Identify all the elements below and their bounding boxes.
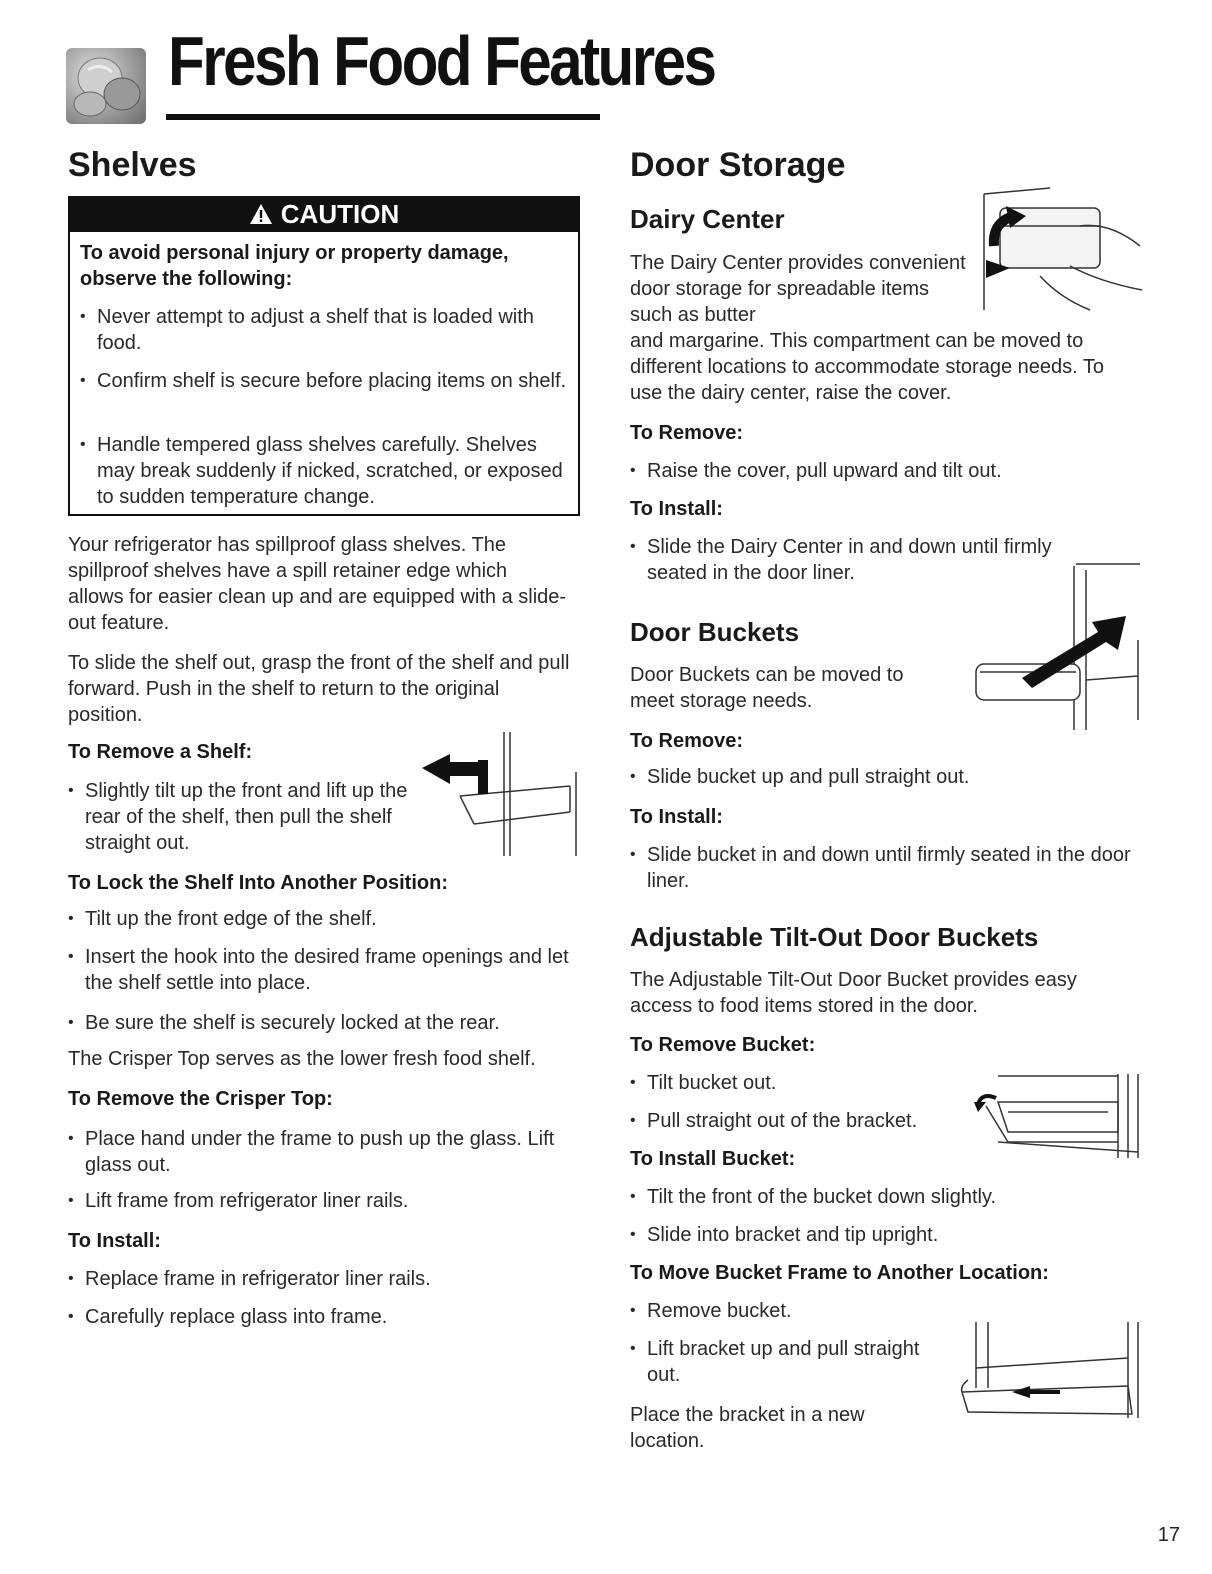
caution-intro: To avoid personal injury or property damage, observe the following: (80, 242, 509, 290)
lock-shelf-item: • Be sure the shelf is securely locked at the rear. (68, 1010, 595, 1036)
lock-shelf-heading: To Lock the Shelf Into Another Position: (68, 872, 448, 894)
tilt-remove-item: • Pull straight out of the bracket. (630, 1108, 967, 1134)
door-buckets-paragraph: Door Buckets can be moved to meet storage needs. (630, 664, 904, 712)
bucket-frame-illustration (956, 1318, 1144, 1422)
caution-label: CAUTION (280, 198, 400, 229)
tilt-install-heading: To Install Bucket: (630, 1148, 796, 1170)
tilt-out-paragraph: The Adjustable Tilt-Out Door Bucket provides easy access to food items stored in the door. (630, 969, 1077, 1017)
tilt-out-buckets-heading: Adjustable Tilt-Out Door Buckets (630, 922, 1039, 952)
tilt-bucket-illustration (968, 1072, 1144, 1160)
dairy-remove-item: • Raise the cover, pull upward and tilt out. (630, 458, 1127, 484)
tilt-remove-heading: To Remove Bucket: (630, 1034, 816, 1056)
buckets-remove-heading: To Remove: (630, 730, 743, 752)
shelves-intro-paragraph: Your refrigerator has spillproof glass shelves. The spillproof shelves have a spill retainer edge which allows for easier clean up and are equipped with a slide-out feature. (68, 534, 567, 634)
dairy-center-heading: Dairy Center (630, 204, 785, 234)
shelf-removal-illustration (420, 732, 584, 862)
caution-item: • Never attempt to adjust a shelf that is loaded with food. (80, 304, 577, 356)
page-number: 17 (1157, 1524, 1180, 1546)
install-crisper-item: • Replace frame in refrigerator liner rails. (68, 1266, 595, 1292)
buckets-install-item: • Slide bucket in and down until firmly seated in the door liner. (630, 842, 1137, 894)
shelves-slide-paragraph: To slide the shelf out, grasp the front of the shelf and pull forward. Push in the shelf to return to the original position. (68, 652, 570, 726)
dairy-paragraph-rest: and margarine. This compartment can be moved to different locations to accommodate storage needs. To use the dairy center, raise the cover. (630, 330, 1104, 404)
remove-crisper-item: • Place hand under the frame to push up the glass. Lift glass out. (68, 1126, 605, 1178)
shelves-heading: Shelves (68, 146, 197, 184)
dairy-install-item: • Slide the Dairy Center in and down until firmly seated in the door liner. (630, 534, 1067, 586)
buckets-install-heading: To Install: (630, 806, 723, 828)
remove-shelf-heading: To Remove a Shelf: (68, 741, 253, 763)
dairy-install-heading: To Install: (630, 498, 723, 520)
remove-crisper-item: • Lift frame from refrigerator liner rails. (68, 1188, 595, 1214)
move-frame-item: • Remove bucket. (630, 1298, 947, 1324)
tilt-remove-item: • Tilt bucket out. (630, 1070, 967, 1096)
buckets-remove-item: • Slide bucket up and pull straight out. (630, 764, 1127, 790)
install-crisper-item: • Carefully replace glass into frame. (68, 1304, 595, 1330)
caution-banner (68, 196, 580, 232)
place-bracket-paragraph: Place the bracket in a new location. (630, 1404, 865, 1452)
door-storage-heading: Door Storage (630, 146, 846, 184)
move-frame-heading: To Move Bucket Frame to Another Location: (630, 1262, 1049, 1284)
remove-shelf-item: • Slightly tilt up the front and lift up the rear of the shelf, then pull the shelf straight out. (68, 778, 425, 856)
lock-shelf-item: • Tilt up the front edge of the shelf. (68, 906, 595, 932)
move-frame-item: • Lift bracket up and pull straight out. (630, 1336, 957, 1388)
remove-crisper-heading: To Remove the Crisper Top: (68, 1088, 333, 1110)
dairy-center-illustration (970, 186, 1146, 326)
door-bucket-illustration (966, 560, 1146, 734)
caution-item: • Confirm shelf is secure before placing items on shelf. (80, 368, 577, 394)
page-title: Fresh Food Features (168, 22, 715, 100)
tilt-install-item: • Slide into bracket and tip upright. (630, 1222, 1127, 1248)
dairy-paragraph-part: The Dairy Center provides convenient door storage for spreadable items such as butter (630, 252, 966, 326)
door-buckets-heading: Door Buckets (630, 617, 800, 647)
lock-shelf-item: • Insert the hook into the desired frame openings and let the shelf settle into place. (68, 944, 595, 996)
caution-item: • Handle tempered glass shelves carefully. Shelves may break suddenly if nicked, scratched, or exposed to sudden temperature change. (80, 432, 577, 510)
dairy-remove-heading: To Remove: (630, 422, 743, 444)
warning-triangle-icon (249, 203, 273, 225)
install-crisper-heading: To Install: (68, 1230, 161, 1252)
title-underline (166, 114, 600, 120)
crisper-paragraph: The Crisper Top serves as the lower fresh food shelf. (68, 1048, 536, 1070)
produce-photo-icon (66, 48, 146, 124)
tilt-install-item: • Tilt the front of the bucket down slightly. (630, 1184, 1127, 1210)
